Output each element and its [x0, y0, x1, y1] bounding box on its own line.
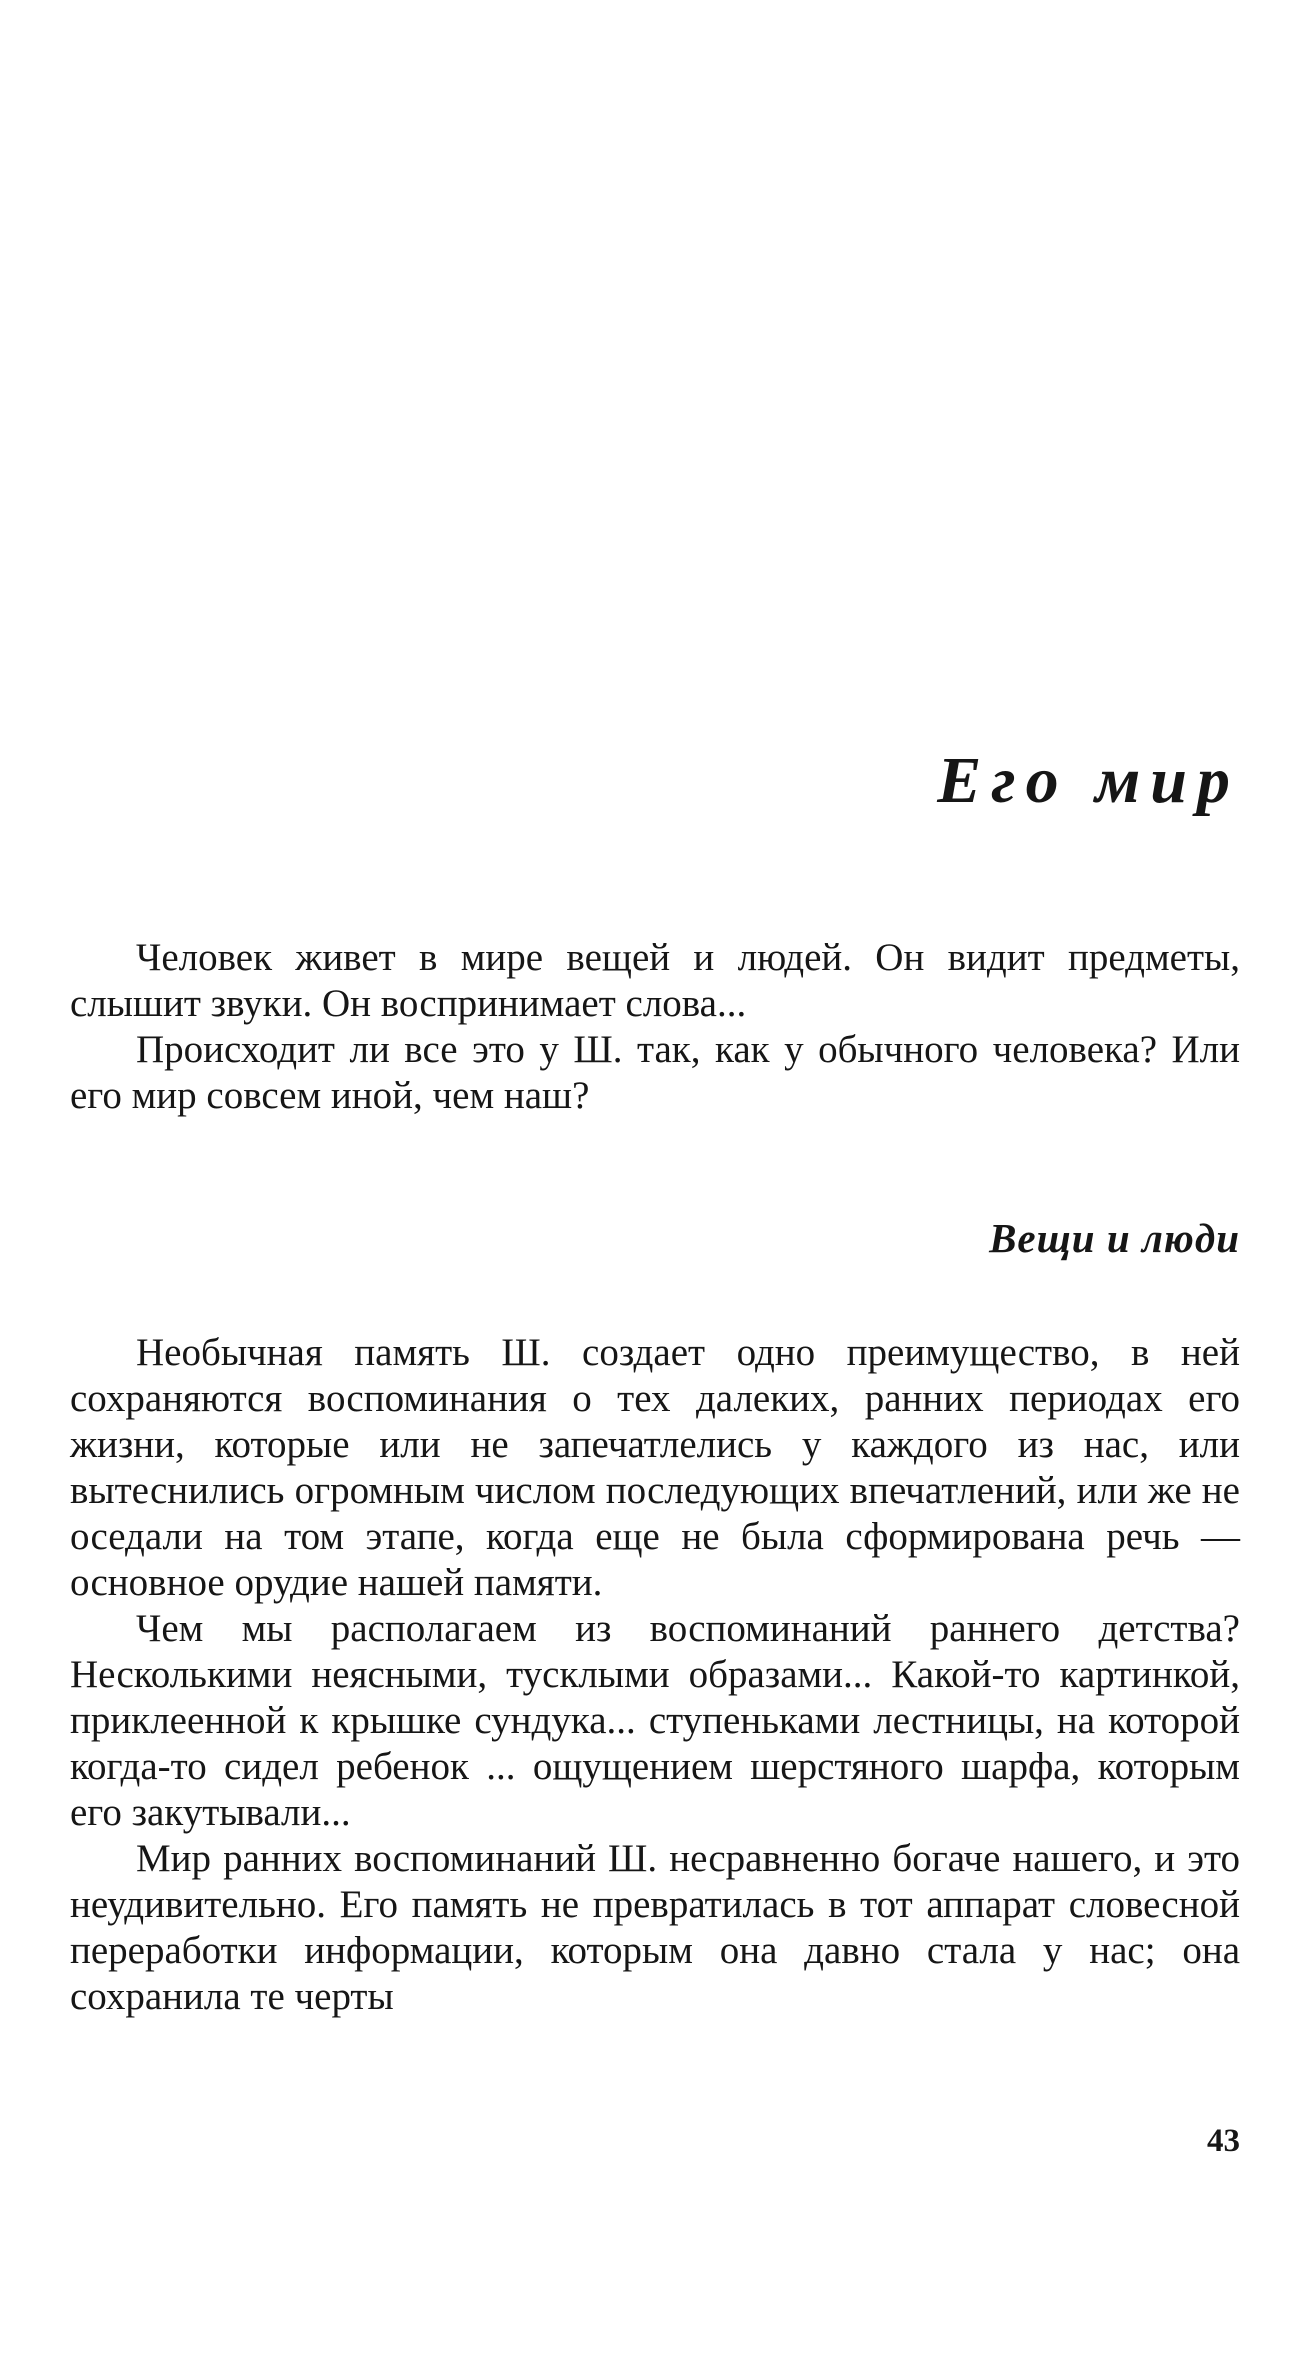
- intro-text: [70, 935, 1240, 1119]
- intro-paragraph: Происходит ли все это у Ш. так, как у обычного человека? Или его мир совсем иной, чем наш?: [70, 1028, 1240, 1117]
- book-page: [70, 0, 1240, 2359]
- chapter-title: Его мир: [937, 744, 1240, 817]
- section-text: [70, 1330, 1240, 2020]
- body-paragraph: Мир ранних воспоминаний Ш. несравненно богаче нашего, и это неудивительно. Его память не превратилась в тот аппарат словесной переработки информации, которым она давно стала у нас; она сохранила те черты: [70, 1837, 1240, 2018]
- page-number: 43: [1207, 2123, 1240, 2159]
- section-title: Вещи и люди: [989, 1215, 1240, 1261]
- body-paragraph: Чем мы располагаем из воспоминаний раннего детства? Несколькими неясными, тусклыми образами... Какой-то картинкой, приклеенной к крышке сундука... ступеньками лестницы, на которой когда-то сидел ребенок ... ощущением шерстяного шарфа, которым его закутывали...: [70, 1607, 1240, 1834]
- intro-paragraph: Человек живет в мире вещей и людей. Он видит предметы, слышит звуки. Он воспринимает слова...: [70, 936, 1240, 1025]
- body-paragraph: Необычная память Ш. создает одно преимущество, в ней сохраняются воспоминания о тех далеких, ранних периодах его жизни, которые или не запечатлелись у каждого из нас, или вытеснились огромным числом последующих впечатлений, или же не оседали на том этапе, когда еще не была сформирована речь — основное орудие нашей памяти.: [70, 1331, 1240, 1604]
